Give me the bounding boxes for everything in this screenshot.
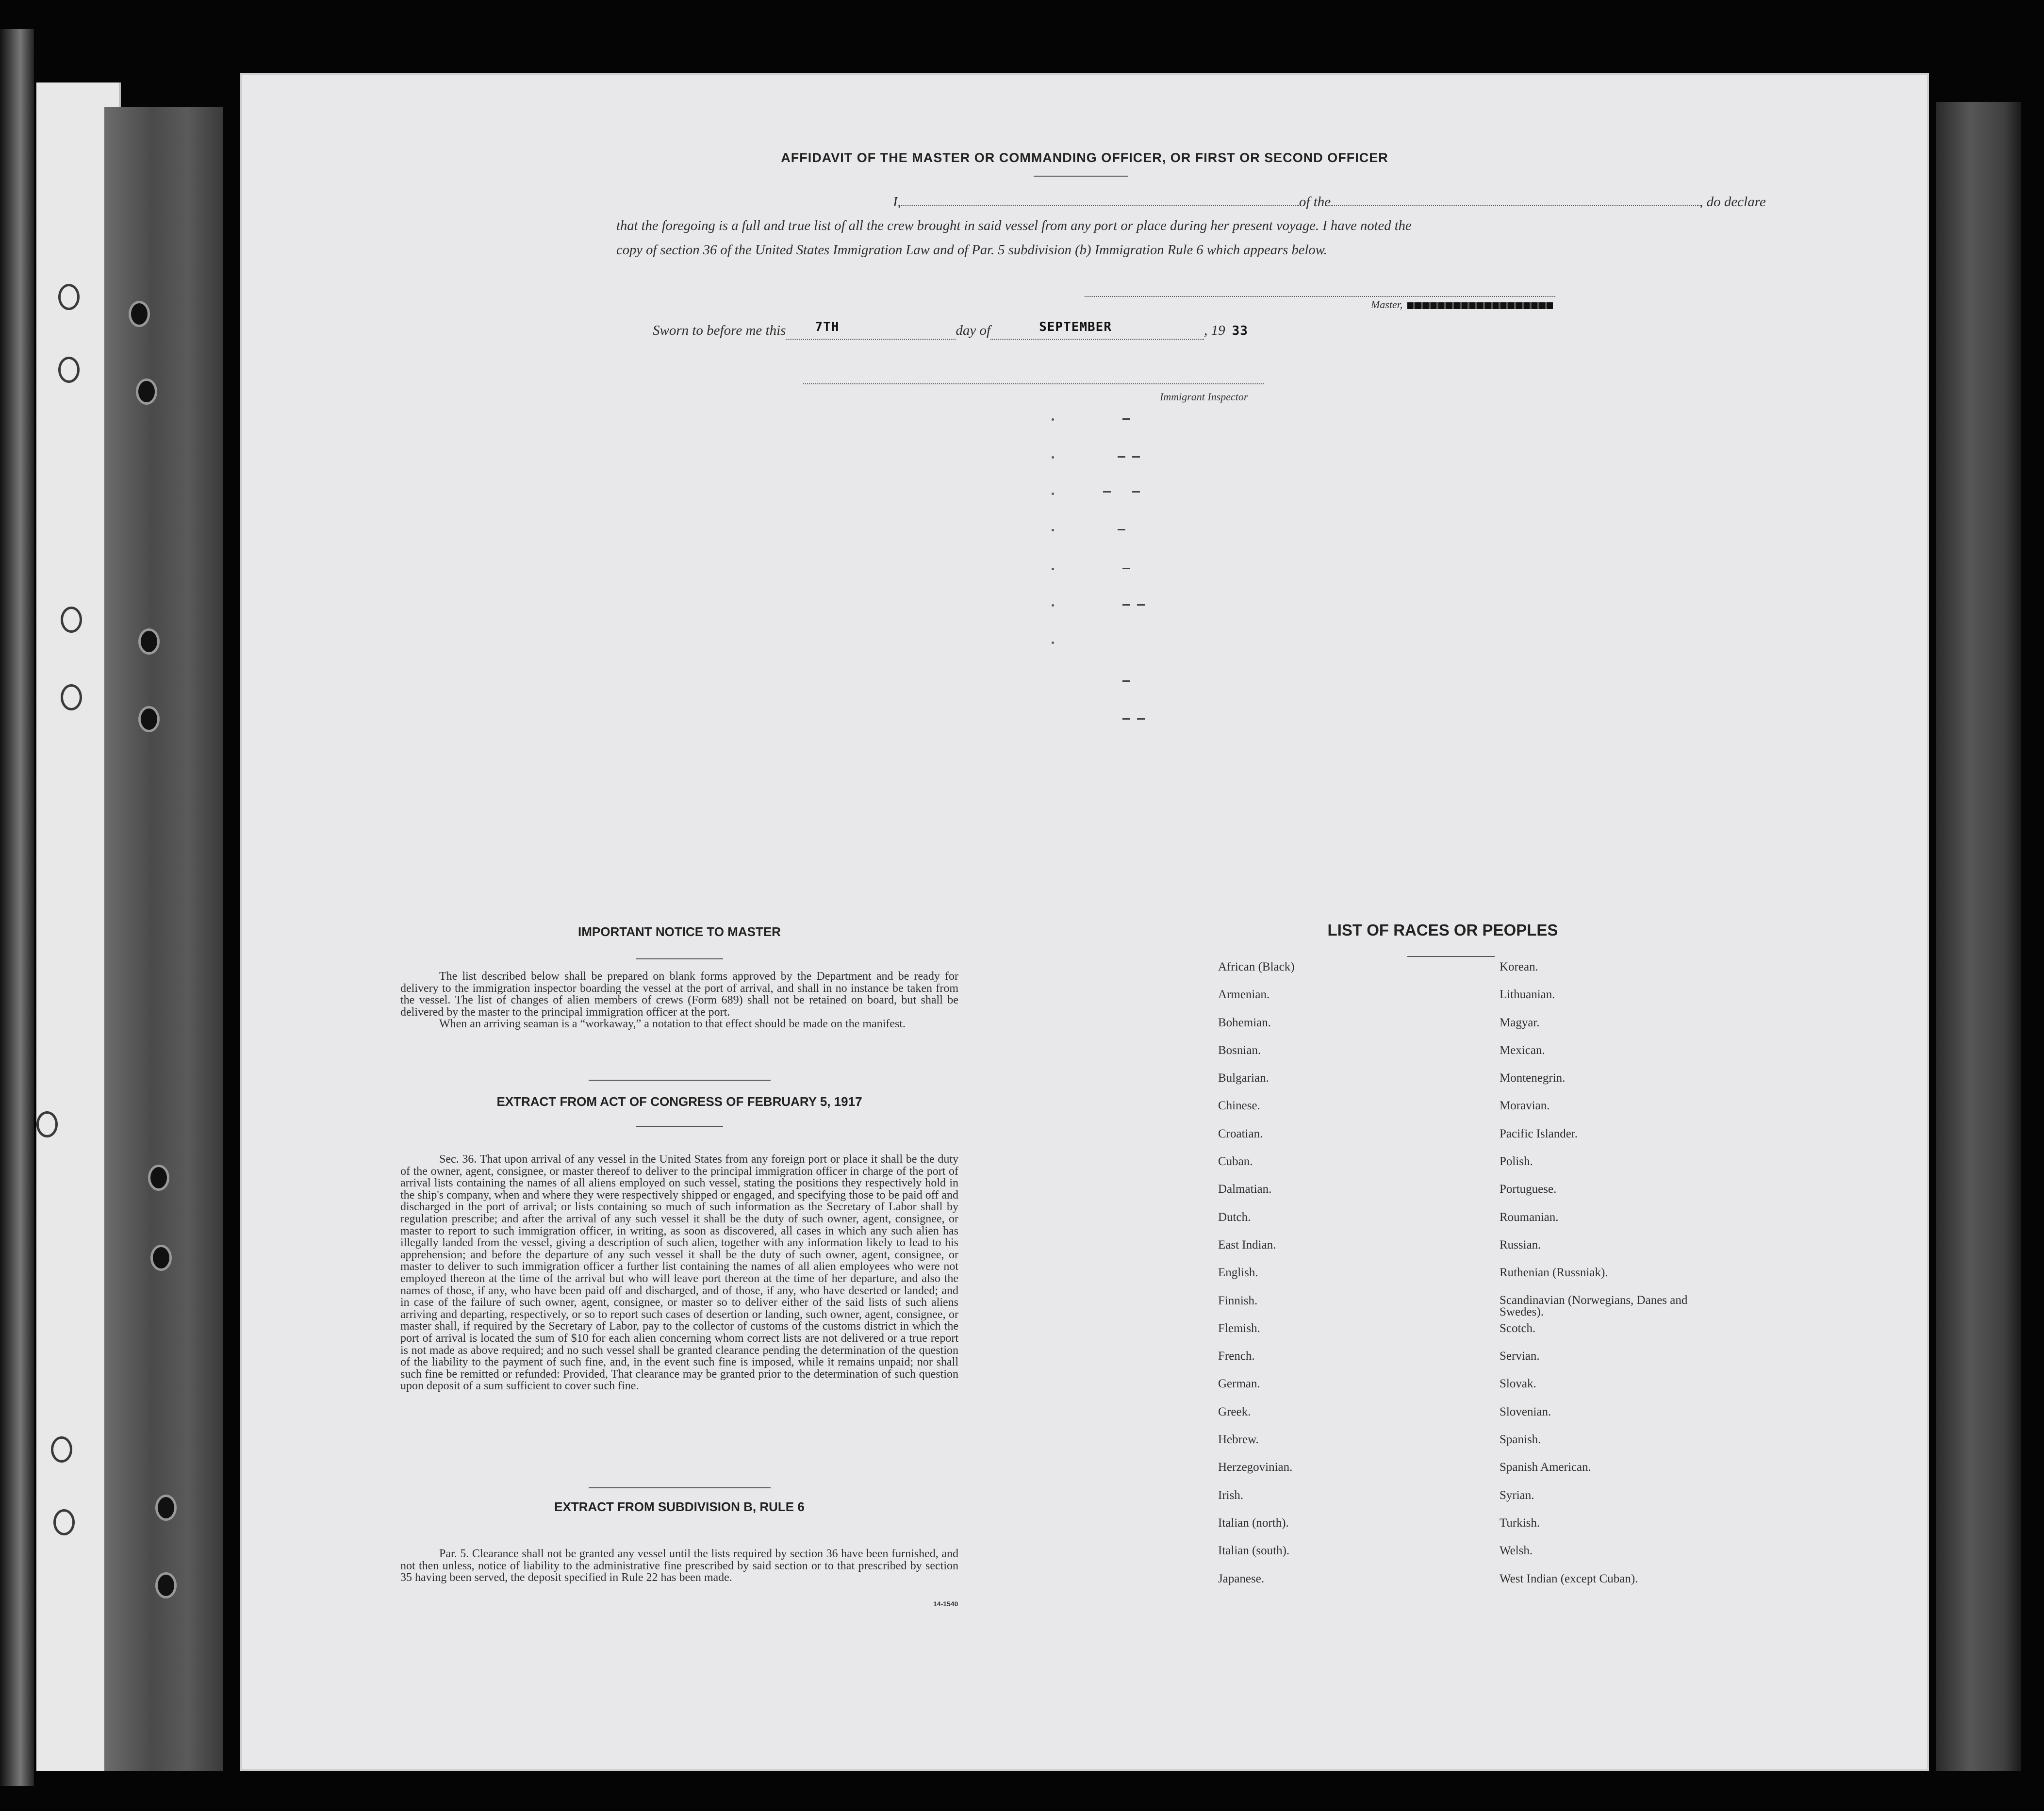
sworn-month-field[interactable]: SEPTEMBER: [990, 323, 1204, 340]
race-item: Welsh.: [1500, 1544, 1533, 1558]
race-item: Japanese.: [1218, 1572, 1265, 1585]
race-item: Slovak.: [1500, 1377, 1536, 1391]
stray-mark: [1052, 642, 1054, 644]
race-item: Hebrew.: [1218, 1433, 1259, 1447]
race-item: Chinese.: [1218, 1099, 1260, 1113]
title-rule: [1034, 176, 1128, 177]
declaration-line-1: I, of the , do declare: [893, 194, 1766, 210]
race-item: Croatian.: [1218, 1127, 1263, 1140]
punch-hole: [53, 1509, 75, 1535]
race-item: Irish.: [1218, 1488, 1244, 1502]
punch-hole: [58, 284, 80, 310]
race-item: Armenian.: [1218, 988, 1270, 1002]
race-item: Scotch.: [1500, 1321, 1536, 1335]
punch-hole: [51, 1436, 72, 1463]
stray-mark: [1052, 493, 1054, 495]
race-item: Mexican.: [1500, 1043, 1545, 1057]
race-item: Lithuanian.: [1500, 988, 1555, 1002]
stray-mark: [1137, 604, 1145, 606]
manifest-page: [240, 73, 1929, 1771]
race-item: Bulgarian.: [1218, 1071, 1269, 1085]
declaration-line-2: that the foregoing is a full and true list of all the crew brought in said vessel from any port or place during her present voyage. I have noted the: [616, 218, 1412, 233]
race-item: East Indian.: [1218, 1238, 1276, 1251]
affidavit-title: AFFIDAVIT OF THE MASTER OR COMMANDING OFFICER, OR FIRST OR SECOND OFFICER: [781, 150, 1388, 165]
race-item: Bohemian.: [1218, 1016, 1271, 1029]
scan-left-edge: [0, 29, 34, 1786]
race-item: Flemish.: [1218, 1321, 1260, 1335]
race-item: Slovenian.: [1500, 1405, 1551, 1418]
binder-hole: [138, 628, 160, 655]
inspector-label: Immigrant Inspector: [1160, 391, 1248, 403]
race-item: Cuban.: [1218, 1155, 1253, 1169]
master-signature-line: [1085, 296, 1555, 297]
binder-hole: [155, 1572, 177, 1598]
race-item: Dalmatian.: [1218, 1183, 1272, 1196]
section-rule: [589, 1487, 771, 1488]
stray-mark: [1103, 491, 1111, 493]
stray-mark: [1122, 568, 1130, 569]
binder-hole: [150, 1245, 172, 1271]
stray-mark: [1052, 604, 1054, 607]
race-item: Roumanian.: [1500, 1210, 1559, 1224]
act-rule: [636, 1126, 723, 1127]
races-rule: [1407, 956, 1495, 957]
race-item: Spanish American.: [1500, 1461, 1591, 1474]
race-item: Dutch.: [1218, 1210, 1251, 1224]
race-item: Moravian.: [1500, 1099, 1550, 1113]
race-item: Montenegrin.: [1500, 1071, 1566, 1085]
rule-heading: EXTRACT FROM SUBDIVISION B, RULE 6: [554, 1499, 805, 1514]
binder-hole: [129, 301, 150, 327]
binder-hole: [148, 1165, 169, 1191]
stray-mark: [1132, 491, 1140, 493]
binder-strip-right: [1936, 102, 2021, 1771]
race-item: French.: [1218, 1350, 1255, 1363]
race-item: Magyar.: [1500, 1016, 1540, 1029]
punch-hole: [61, 607, 82, 633]
race-item: Pacific Islander.: [1500, 1127, 1578, 1140]
sworn-year: 33: [1232, 324, 1248, 338]
form-number: 14-1540: [933, 1600, 958, 1608]
sworn-day-field[interactable]: 7TH: [786, 323, 956, 340]
stray-mark: [1118, 456, 1125, 458]
races-heading: LIST OF RACES OR PEOPLES: [1327, 921, 1558, 939]
punch-hole: [58, 357, 80, 383]
binder-strip: [104, 107, 223, 1771]
stray-mark: [1122, 718, 1130, 720]
race-item: African (Black): [1218, 960, 1295, 973]
stray-mark: [1132, 456, 1140, 458]
race-item: Servian.: [1500, 1350, 1540, 1363]
binder-hole: [136, 379, 157, 405]
race-item: Syrian.: [1500, 1488, 1534, 1502]
race-item: Ruthenian (Russniak).: [1500, 1266, 1608, 1280]
race-item: Korean.: [1500, 960, 1538, 973]
race-item: Bosnian.: [1218, 1043, 1261, 1057]
race-item: Greek.: [1218, 1405, 1251, 1418]
rule-text: Par. 5. Clearance shall not be granted any vessel until the lists required by section 36 have been furnished, and not then unless, notice of liability to the administrative fine prescribed by said section or to that prescribed by section 35 having been served, the deposit specified in Rule 22 has been made.: [400, 1548, 958, 1584]
struck-out-text: [1407, 302, 1553, 309]
race-item: Portuguese.: [1500, 1183, 1557, 1196]
race-item: Polish.: [1500, 1155, 1533, 1169]
race-item: English.: [1218, 1266, 1258, 1280]
master-label: Master,: [1371, 298, 1553, 311]
race-item: Finnish.: [1218, 1294, 1258, 1307]
stray-mark: [1122, 604, 1130, 606]
notice-heading: IMPORTANT NOTICE TO MASTER: [578, 924, 781, 939]
binder-hole: [138, 706, 160, 732]
race-item: Russian.: [1500, 1238, 1541, 1251]
race-item: Italian (south).: [1218, 1544, 1290, 1558]
notice-text: The list described below shall be prepared on blank forms approved by the Department and be ready for delivery to the immigration inspector boarding the vessel at the port of arrival, and shall in no instance be taken from the vessel. The list of changes of alien members of crews (Form 689) shall not be retained on board, but shall be delivered by the master to the principal immigration officer at the port. When an arriving seaman is a “workaway,” a notation to that effect should be made on the manifest.: [400, 970, 958, 1031]
stray-mark: [1052, 568, 1054, 570]
race-item: Herzegovinian.: [1218, 1461, 1293, 1474]
stray-mark: [1052, 418, 1054, 421]
declaration-line-3: copy of section 36 of the United States Immigration Law and of Par. 5 subdivision (b) Immigration Rule 6 which appears below.: [616, 243, 1327, 258]
section-rule: [589, 1080, 771, 1081]
officer-name-field[interactable]: [901, 205, 1299, 206]
punch-hole: [36, 1111, 58, 1137]
vessel-name-field[interactable]: [1331, 205, 1699, 206]
binder-hole: [155, 1495, 177, 1521]
act-text: Sec. 36. That upon arrival of any vessel in the United States from any foreign port or place it shall be the duty of the owner, agent, consignee, or master thereof to deliver to the principal immigration officer in charge of the port of arrival lists containing the names of all aliens employed on such vessel, stating the positions they respectively hold in the ship's company, when and where they were respectively shipped or engaged, and specifying those to be paid off and discharged in the port of arrival; or lists containing so much of such information as the Secretary of Labor shall by regulation prescribe; and after the arrival of any such vessel it shall be the duty of such owner, agent, consignee, or master to report to such immigration officer, in writing, as soon as discovered, all cases in which any such alien has illegally landed from the vessel, giving a description of such alien, together with any information likely to lead to his apprehension; and before the departure of any such vessel it shall be the duty of such owner, agent, consignee, or master to deliver to such immigration officer a further list containing the names of all alien employees who were not employed thereon at the time of the arrival but who will leave port thereon at the time of her departure, and also the names of those, if any, who have been paid off and discharged, and of those, if any, who have deserted or landed; and in case of the failure of such owner, agent, consignee, or master so to deliver either of the said lists of such aliens arriving and departing, respectively, or so to report such cases of desertion or landing, such owner, agent, consignee, or master shall, if required by the Secretary of Labor, pay to the collector of customs of the customs district in which the port of arrival is located the sum of $10 for each alien concerning whom correct lists are not delivered or a true report is not made as above required; and no such vessel shall be granted clearance pending the determination of the question of the liability to the payment of such fine, and, in the event such fine is imposed, while it remains unpaid; nor shall such fine be remitted or refunded: Provided, That clearance may be granted prior to the determination of such question upon deposit of a sum sufficient to cover such fine.: [400, 1153, 958, 1393]
stray-mark: [1052, 529, 1054, 531]
race-item: German.: [1218, 1377, 1260, 1391]
race-item: Turkish.: [1500, 1516, 1540, 1530]
inspector-signature-line: [803, 383, 1264, 384]
race-item: Italian (north).: [1218, 1516, 1289, 1530]
race-item: Scandinavian (Norwegians, Danes and Swedes).: [1500, 1293, 1688, 1318]
stray-mark: [1137, 718, 1145, 720]
stray-mark: [1122, 418, 1130, 420]
race-item: Spanish.: [1500, 1433, 1541, 1447]
race-item: West Indian (except Cuban).: [1500, 1572, 1638, 1585]
notice-rule: [636, 958, 723, 959]
act-heading: EXTRACT FROM ACT OF CONGRESS OF FEBRUARY 5, 1917: [496, 1094, 862, 1109]
stray-mark: [1052, 456, 1054, 459]
sworn-line: Sworn to before me this 7TH day of SEPTEMBER , 19 33: [653, 323, 1478, 340]
punch-hole: [61, 684, 82, 710]
stray-mark: [1118, 529, 1125, 530]
races-left-column: [1218, 961, 1451, 1600]
races-right-column: [1500, 961, 1708, 1600]
stray-mark: [1122, 680, 1130, 682]
